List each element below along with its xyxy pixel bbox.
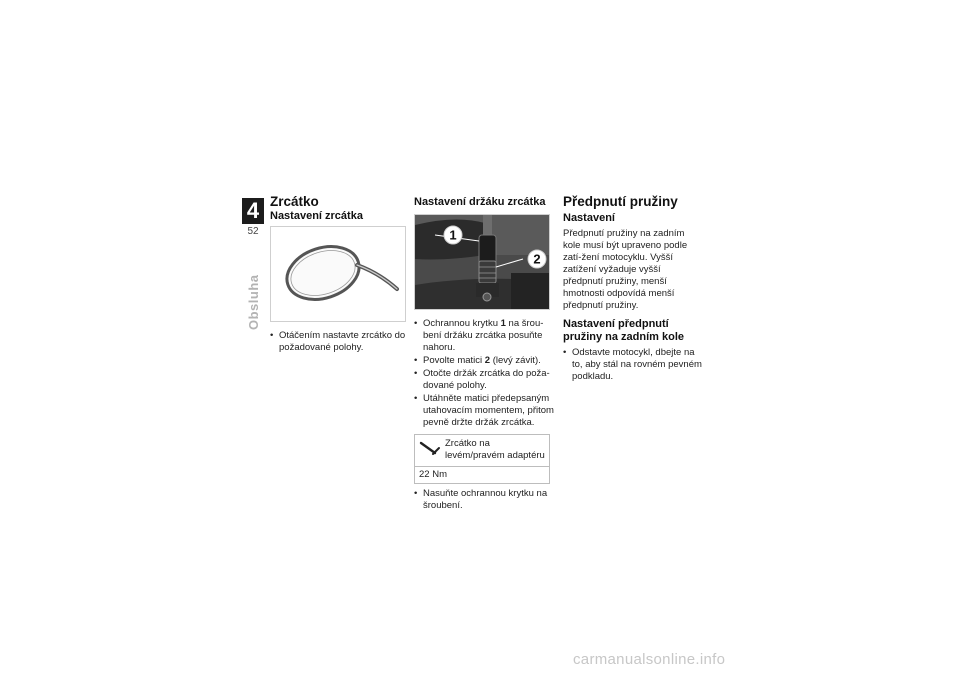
- mirror-holder-image-icon: [415, 215, 550, 310]
- list-item: • Otáčením nastavte zrcátko do požadované polohy.: [270, 330, 410, 354]
- body-paragraph: Předpnutí pružiny na zadním kole musí být upraveno podle zatí-žení motocyklu. Vyšší zatížení vyžaduje vyšší předpnutí pružiny, menší hmotnosti odpovídá menší předpnutí pružiny.: [563, 228, 688, 311]
- torque-label: Zrcátko na levém/pravém adaptéru: [445, 438, 545, 461]
- instruction-list-after: [414, 488, 554, 512]
- callout-2: 2: [533, 251, 541, 267]
- list-item: • Odstavte motocykl, dbejte na to, aby stál na rovném pevném podkladu.: [563, 347, 703, 383]
- section-title: Předpnutí pružiny: [563, 194, 678, 209]
- section-title: Zrcátko: [270, 194, 319, 209]
- chapter-number: 4: [242, 198, 264, 224]
- section-subtitle: Nastavení: [563, 212, 615, 224]
- section-subtitle-2: Nastavení předpnutí pružiny na zadním kole: [563, 318, 685, 343]
- section-subtitle: Nastavení zrcátka: [270, 210, 363, 222]
- instruction-list: [414, 318, 554, 429]
- torque-value: 22 Nm: [419, 469, 447, 480]
- column-mirror: [270, 196, 410, 355]
- column-mirror-holder: [414, 196, 554, 513]
- instruction-list: [563, 347, 703, 383]
- column-spring-preload: [563, 196, 703, 384]
- list-item: • Ochrannou krytku 1 na šrou-bení držáku zrcátka posuňte nahoru.: [414, 318, 554, 354]
- mirror-icon: [271, 227, 405, 321]
- list-item: • Utáhněte matici předepsaným utahovacím momentem, přitom pevně držte držák zrcátka.: [414, 393, 554, 429]
- instruction-list: [270, 330, 410, 354]
- torque-spec-box: [414, 434, 550, 484]
- section-title: Nastavení držáku zrcátka: [414, 196, 546, 208]
- list-item: • Nasuňte ochrannou krytku na šroubení.: [414, 488, 554, 512]
- section-side-label: Obsluha: [246, 274, 261, 330]
- list-item: • Povolte matici 2 (levý závit).: [414, 355, 554, 367]
- page-number: 52: [247, 226, 259, 237]
- mirror-illustration: [270, 226, 406, 322]
- wrench-icon: [419, 440, 441, 456]
- mirror-holder-photo: [414, 214, 550, 310]
- list-item: • Otočte držák zrcátka do poža-dované polohy.: [414, 368, 554, 392]
- callout-1: 1: [449, 227, 457, 243]
- watermark: carmanualsonline.info: [573, 651, 726, 668]
